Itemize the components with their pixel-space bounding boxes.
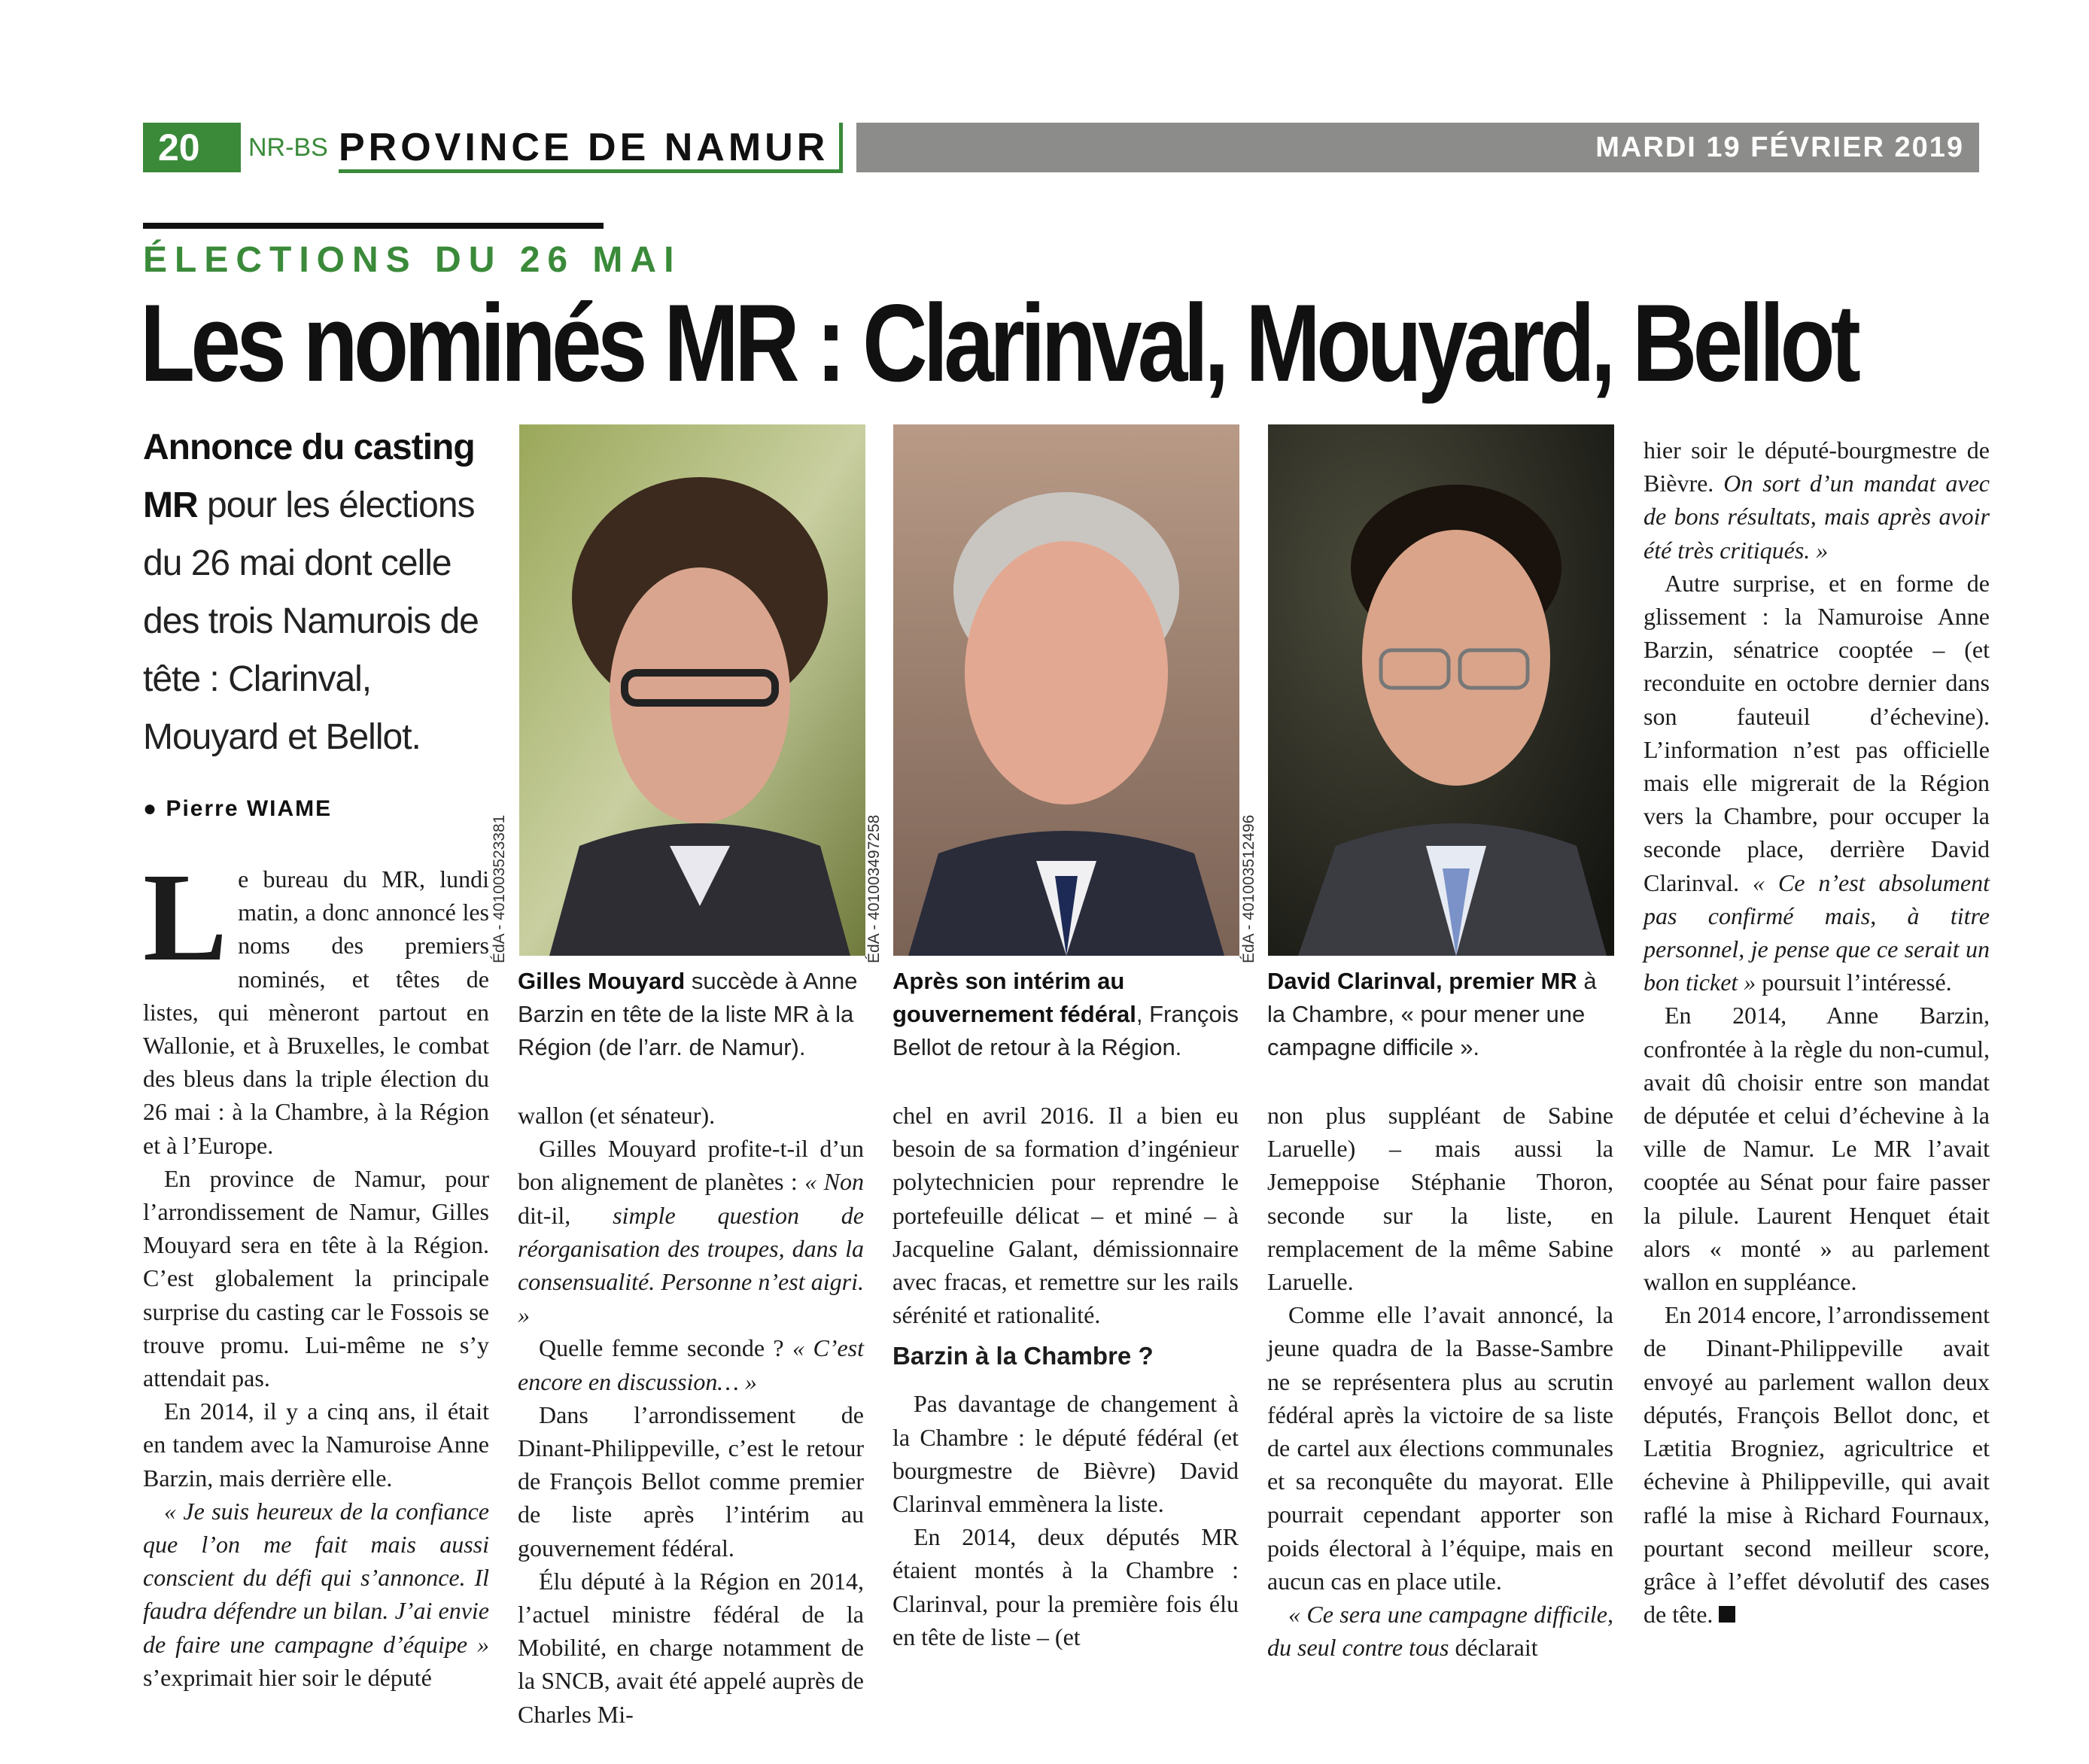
column-4 [1267,1099,1613,1664]
photo-credit-2: ÉdA - 401003497258 [865,814,883,963]
end-mark-icon [1719,1606,1735,1623]
col2-p1: wallon (et sénateur). [518,1102,716,1129]
lead-bold: Annonce du casting MR [143,427,475,525]
col3-p1: chel en avril 2016. Il a bien eu besoin de sa formation d’ingénieur polytechnicien pour reprendre le portefeuille délicat – et miné – à Jacqueline Galant, démissionnaire avec fracas, et remettre sur les rails sérénité et rationalité. [892,1102,1239,1329]
byline: ● Pierre WIAME [143,796,333,821]
column-5 [1644,433,1990,1631]
col1-p2: En province de Namur, pour l’arrondissement de Namur, Gilles Mouyard sera en tête à la Région. C’est globalement la principale surprise du casting car le Fossois se trouve promu. Lui-même ne s’y attendait pas. [143,1164,489,1392]
col2-p2: Gilles Mouyard profite-t-il d’un bon alignement de planètes : « Non dit-il, simple question de réorganisation des troupes, dans la consensualité. Personne n’est aigri. » [518,1135,865,1329]
photo-credit-1: ÉdA - 401003523381 [491,814,508,963]
column-3 [892,1099,1239,1653]
photo-credit-3: ÉdA - 401003512496 [1240,814,1257,963]
col5-p1: hier soir le député-bourgmestre de Bièvre. On sort d’un mandat avec de bons résultats, mais après avoir été très critiqués. » [1644,436,1990,564]
kicker: ÉLECTIONS DU 26 MAI [143,240,682,280]
col4-p3: « Ce sera une campagne difficile, du seul contre tous déclarait [1267,1601,1613,1662]
edition-label: NR-BS [248,133,328,162]
issue-date: MARDI 19 FÉVRIER 2019 [856,123,1979,172]
lead-paragraph [143,418,497,766]
subhead: Barzin à la Chambre ? [892,1342,1154,1370]
col2-p3: Quelle femme seconde ? « C’est encore en discussion… » [518,1334,865,1395]
caption-3: David Clarinval, premier MR à la Chambre, « pour mener une campagne difficile ». [1267,968,1597,1060]
lead-text: pour les élections du 26 mai dont celle des trois Namurois de tête : Clarinval, Mouyard et Bellot. [143,485,479,757]
col2-p4: Dans l’arrondissement de Dinant-Philippeville, c’est le retour de François Bellot comme premier de liste après l’intérim au gouvernement fédéral. [518,1401,864,1562]
portrait-mouyard-image [519,424,865,956]
headline: Les nominés MR : Clarinval, Mouyard, Bellot [140,281,1857,404]
col3-p3: En 2014, deux députés MR étaient montés à la Chambre : Clarinval, pour la première fois élu en tête de liste – (et [892,1523,1239,1650]
col5-p3: En 2014, Anne Barzin, confrontée à la règle du non-cumul, avait dû choisir entre son mandat de députée et celui d’échevine à la ville de Namur. Le MR l’avait cooptée au Sénat pour faire passer la pilule. Laurent Henquet était alors « monté » au parlement wallon en suppléance. [1644,1002,1990,1296]
col3-p2: Pas davantage de changement à la Chambre : le député fédéral (et bourgmestre de Bièvre) David Clarinval emmènera la liste. [892,1390,1239,1518]
portrait-clarinval-image [1268,424,1614,956]
col5-p2: Autre surprise, et en forme de glissement : la Namuroise Anne Barzin, sénatrice cooptée – (et reconduite en octobre dernier dans son fauteuil d’échevine). L’information n’est pas officielle mais elle migrerait de la Région vers la Chambre, pour occuper la seconde place, derrière David Clarinval. « Ce n’est absolument pas confirmé mais, à titre personnel, je pense que ce serait un bon ticket » poursuit l’intéressé. [1644,569,1990,996]
col1-p1: Le bureau du MR, lundi matin, a donc annoncé les noms des premiers nominés, et têtes de listes, qui mèneront partout en Wallonie, et à Bruxelles, le combat des bleus dans la triple élection du 26 mai : à la Chambre, à la Région et à l’Europe. [143,847,489,1159]
col2-p5: Élu député à la Région en 2014, l’actuel ministre fédéral de la Mobilité, en charge notamment de la SNCB, avait été appelé auprès de Charles Mi- [518,1567,864,1728]
col1-p4: « Je suis heureux de la confiance que l’on me fait mais aussi conscient du défi qui s’annonce. Il faudra défendre un bilan. J’ai envie de faire une campagne d’équipe » s’exprimait hier soir le député [143,1497,489,1691]
dropcap: L [143,847,228,987]
column-1 [143,847,489,1694]
section-title: PROVINCE DE NAMUR [339,123,843,173]
photo-david-clarinval [1268,424,1614,956]
column-2 [518,1099,864,1731]
photo-francois-bellot [893,424,1239,956]
photo-gilles-mouyard [519,424,865,956]
col1-p3: En 2014, il y a cinq ans, il était en tandem avec la Namuroise Anne Barzin, mais derrière elle. [143,1398,489,1492]
col4-p2: Comme elle l’avait annoncé, la jeune quadra de la Basse-Sambre ne se représentera plus au scrutin fédéral après la victoire de sa liste de cartel aux élections communales et sa reconquête du mayorat. Elle pourrait cependant apporter son poids électoral à l’équipe, mais en aucun cas en place utile. [1267,1301,1613,1595]
col4-p1: non plus suppléant de Sabine Laruelle) – mais aussi la Jemeppoise Stéphanie Thoron, seconde sur la liste, en remplacement de la même Sabine Laruelle. [1267,1102,1613,1296]
caption-2: Après son intérim au gouvernement fédéral, François Bellot de retour à la Région. [892,968,1239,1060]
col5-p4: En 2014 encore, l’arrondissement de Dinant-Philippeville avait envoyé au parlement wallon deux députés, François Bellot donc, et Lætitia Brogniez, agricultrice et échevine à Philippeville, qui avait raflé la mise à Richard Fournaux, pourtant second meilleur score, grâce à l’effet dévolutif des cases de tête. [1644,1301,1990,1629]
page-number: 20 [143,123,241,172]
caption-1: Gilles Mouyard succède à Anne Barzin en tête de la liste MR à la Région (de l’arr. de Namur). [518,968,858,1060]
kicker-rule [143,223,604,229]
portrait-bellot-image [893,424,1239,956]
